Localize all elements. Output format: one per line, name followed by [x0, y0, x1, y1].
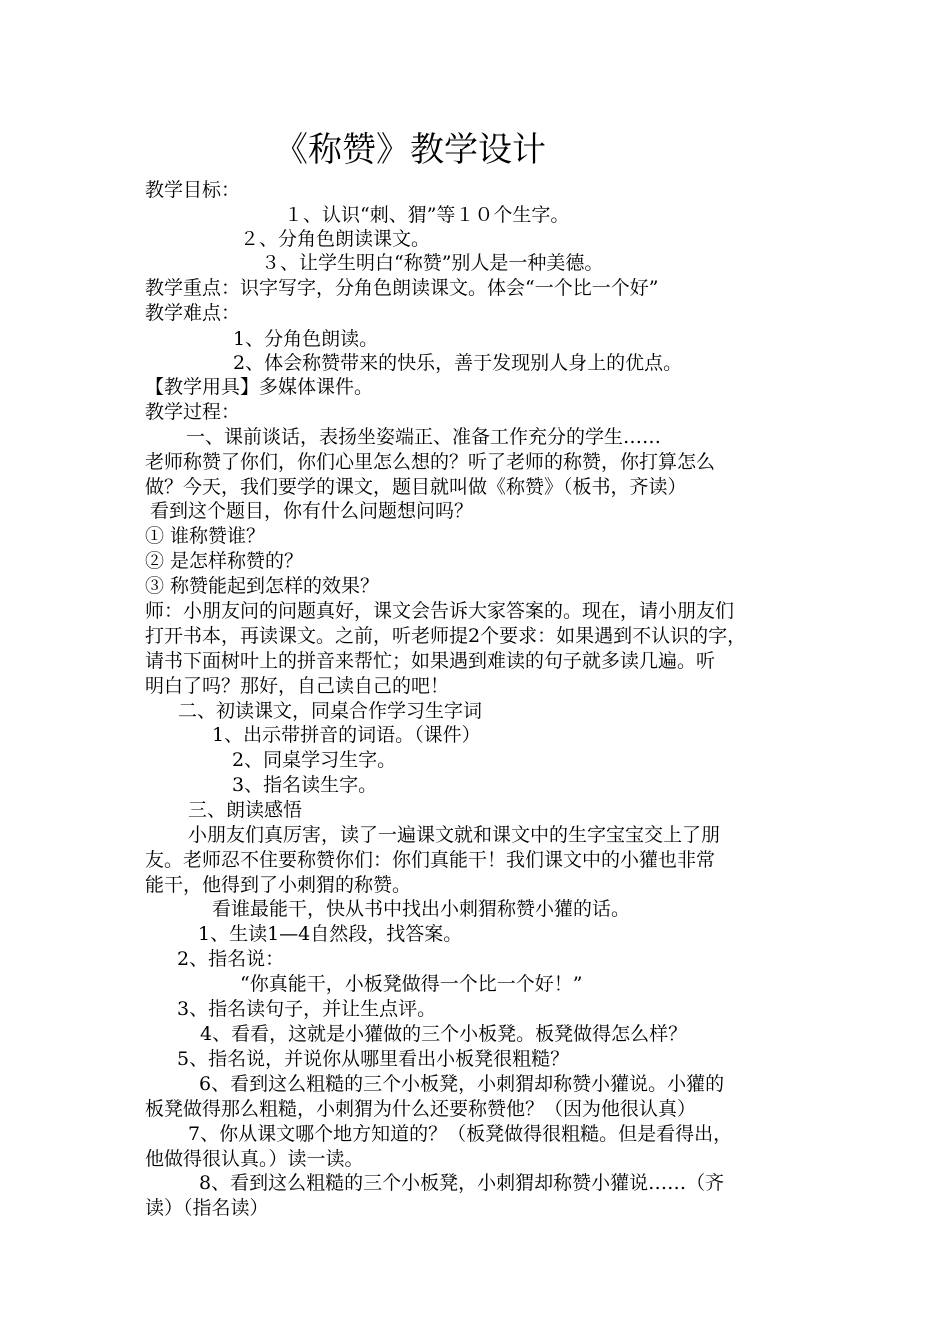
step-item: 5、指名说，并说你从哪里看出小板凳很粗糙？ — [177, 1048, 570, 1070]
section-heading: 二、初读课文，同桌合作学习生字词 — [178, 700, 483, 722]
objective-item: ３、让学生明白“称赞”别人是一种美德。 — [261, 252, 604, 274]
difficulty-item: 1、分角色朗读。 — [233, 328, 379, 350]
paragraph-line: 看到这个题目，你有什么问题想问吗？ — [150, 500, 474, 522]
key-points-line: 教学重点：识字写字，分角色朗读课文。体会“一个比一个好” — [145, 277, 659, 299]
question-item: ① 谁称赞谁？ — [145, 525, 266, 547]
process-heading: 教学过程： — [145, 401, 241, 423]
step-item: 4、看看，这就是小獾做的三个小板凳。板凳做得怎么样？ — [200, 1023, 688, 1045]
step-item: 3、指名读生字。 — [232, 774, 378, 796]
step-item: 6、看到这么粗糙的三个小板凳，小刺猬却称赞小獾说。小獾的 — [199, 1073, 725, 1095]
step-item: 8、看到这么粗糙的三个小板凳，小刺猬却称赞小獾说……（齐 — [199, 1172, 725, 1194]
document-title: 《称赞》教学设计 — [274, 130, 546, 170]
paragraph-line: 打开书本，再读课文。之前，听老师提2个要求：如果遇到不认识的字， — [145, 625, 747, 647]
objective-item: ２、分角色朗读课文。 — [240, 228, 431, 250]
paragraph-line: 看谁最能干，快从书中找出小刺猬称赞小獾的话。 — [212, 898, 631, 920]
paragraph-line: 读）（指名读） — [145, 1197, 269, 1219]
paragraph-line: 老师称赞了你们，你们心里怎么想的？听了老师的称赞，你打算怎么 — [145, 451, 716, 473]
difficulties-heading: 教学难点： — [145, 302, 241, 324]
objective-item: １、认识“刺、猬”等１０个生字。 — [284, 204, 570, 226]
paragraph-line: 师：小朋友问的问题真好，课文会告诉大家答案的。现在，请小朋友们 — [145, 600, 735, 622]
step-item: 3、指名读句子，并让生点评。 — [177, 998, 437, 1020]
tools-line: 【教学用具】多媒体课件。 — [145, 376, 374, 398]
step-item: 1、生读1—4自然段，找答案。 — [198, 923, 463, 945]
step-item: 7、你从课文哪个地方知道的？（板凳做得很粗糙。但是看得出， — [188, 1123, 733, 1145]
step-item: 1、出示带拼音的词语。（课件） — [212, 724, 481, 746]
question-item: ② 是怎样称赞的？ — [145, 550, 304, 572]
paragraph-line: 小朋友们真厉害，读了一遍课文就和课文中的生字宝宝交上了朋 — [188, 824, 721, 846]
difficulty-item: 2、体会称赞带来的快乐，善于发现别人身上的优点。 — [233, 352, 683, 374]
objectives-heading: 教学目标： — [145, 179, 241, 201]
paragraph-line: 他做得很认真。）读一读。 — [145, 1148, 364, 1170]
section-heading: 三、朗读感悟 — [188, 799, 303, 821]
section-heading: 一、课前谈话，表扬坐姿端正、准备工作充分的学生…… — [186, 426, 662, 448]
step-item: 2、指名说： — [177, 948, 285, 970]
question-item: ③ 称赞能起到怎样的效果？ — [145, 575, 380, 597]
quote-line: “你真能干，小板凳做得一个比一个好！” — [240, 973, 583, 995]
paragraph-line: 板凳做得那么粗糙，小刺猬为什么还要称赞他？（因为他很认真） — [145, 1098, 697, 1120]
step-item: 2、同桌学习生字。 — [232, 749, 397, 771]
paragraph-line: 友。老师忍不住要称赞你们：你们真能干！我们课文中的小獾也非常 — [145, 849, 716, 871]
paragraph-line: 做？今天，我们要学的课文，题目就叫做《称赞》（板书，齐读） — [145, 476, 687, 498]
paragraph-line: 请书下面树叶上的拼音来帮忙；如果遇到难读的句子就多读几遍。听 — [145, 650, 716, 672]
paragraph-line: 明白了吗？那好，自己读自己的吧！ — [145, 675, 450, 697]
paragraph-line: 能干，他得到了小刺猬的称赞。 — [145, 874, 412, 896]
